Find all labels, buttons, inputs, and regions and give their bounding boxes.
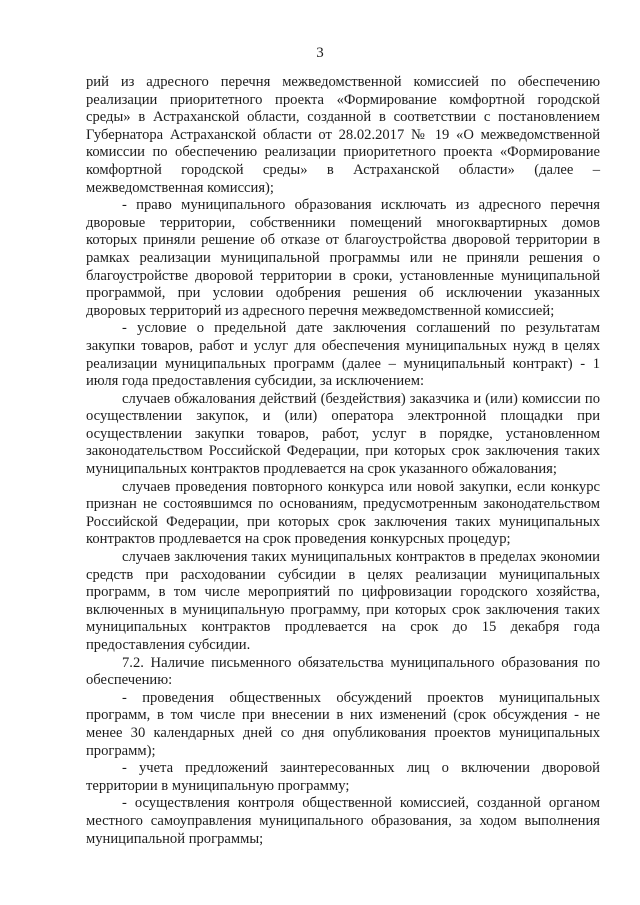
paragraph-appeal-exception: случаев обжалования действий (бездействия) заказчика и (или) комиссии по осуществлении закупок, и (или) оператора электронной площадки при осуществлении закупки товаров, работ, услуг в порядке, установленном законодательством Российской Федерации, при которых срок заключения таких муниципальных контрактов продлевается на срок указанного обжалования; bbox=[86, 390, 600, 478]
paragraph-right-to-exclude: - право муниципального образования исключать из адресного перечня дворовые территории, собственники помещений многоквартирных домов которых приняли решение об отказе от благоустройства дворовой территории в рамках реализации муниципальной программы или не приняли решения о благоустройстве дворовой территории в сроки, установленные муниципальной программой, при условии одобрения решения об исключении указанных дворовых территорий из адресного перечня межведомственной комиссией; bbox=[86, 197, 600, 319]
paragraph-savings-exception: случаев заключения таких муниципальных контрактов в пределах экономии средств при расходовании субсидии в целях реализации муниципальных программ, в том числе мероприятий по цифровизации городского хозяйства, включенных в муниципальную программу, при которых срок заключения таких муниципальных контрактов продлевается на срок до 15 декабря года предоставления субсидии. bbox=[86, 549, 600, 653]
paragraph-public-control: - осуществления контроля общественной комиссией, созданной органом местного самоуправления муниципального образования, за ходом выполнения муниципальной программы; bbox=[86, 795, 600, 847]
page-number: 3 bbox=[316, 45, 324, 61]
document-body bbox=[86, 74, 600, 848]
paragraph-commission-definition: рий из адресного перечня межведомственной комиссией по обеспечению реализации приоритетного проекта «Формирование комфортной городской среды» в Астраханской области, созданной в соответствии с постановлением Губернатора Астраханской области от 28.02.2017 № 19 «О межведомственной комиссии по обеспечению реализации приоритетного проекта «Формирование комфортной городской среды» в Астраханской области» (далее – межведомственная комиссия); bbox=[86, 74, 600, 196]
paragraph-repeat-tender-exception: случаев проведения повторного конкурса или новой закупки, если конкурс признан не состоявшимся по основаниям, предусмотренным законодательством Российской Федерации, при которых срок заключения таких муниципальных контрактов продлевается на срок проведения конкурсных процедур; bbox=[86, 478, 600, 548]
paragraph-public-discussions: - проведения общественных обсуждений проектов муниципальных программ, в том числе при внесении в них изменений (срок обсуждения - не менее 30 календарных дней со дня опубликования проектов муниципальных программ); bbox=[86, 689, 600, 759]
paragraph-stakeholder-proposals: - учета предложений заинтересованных лиц о включении дворовой территории в муниципальную программу; bbox=[86, 760, 600, 794]
paragraph-section-7-2: 7.2. Наличие письменного обязательства муниципального образования по обеспечению: bbox=[86, 654, 600, 689]
paragraph-contract-deadline: - условие о предельной дате заключения соглашений по результатам закупки товаров, работ и услуг для обеспечения муниципальных нужд в целях реализации муниципальных программ (далее – муниципальный контракт) - 1 июля года предоставления субсидии, за исключением: bbox=[86, 320, 600, 390]
